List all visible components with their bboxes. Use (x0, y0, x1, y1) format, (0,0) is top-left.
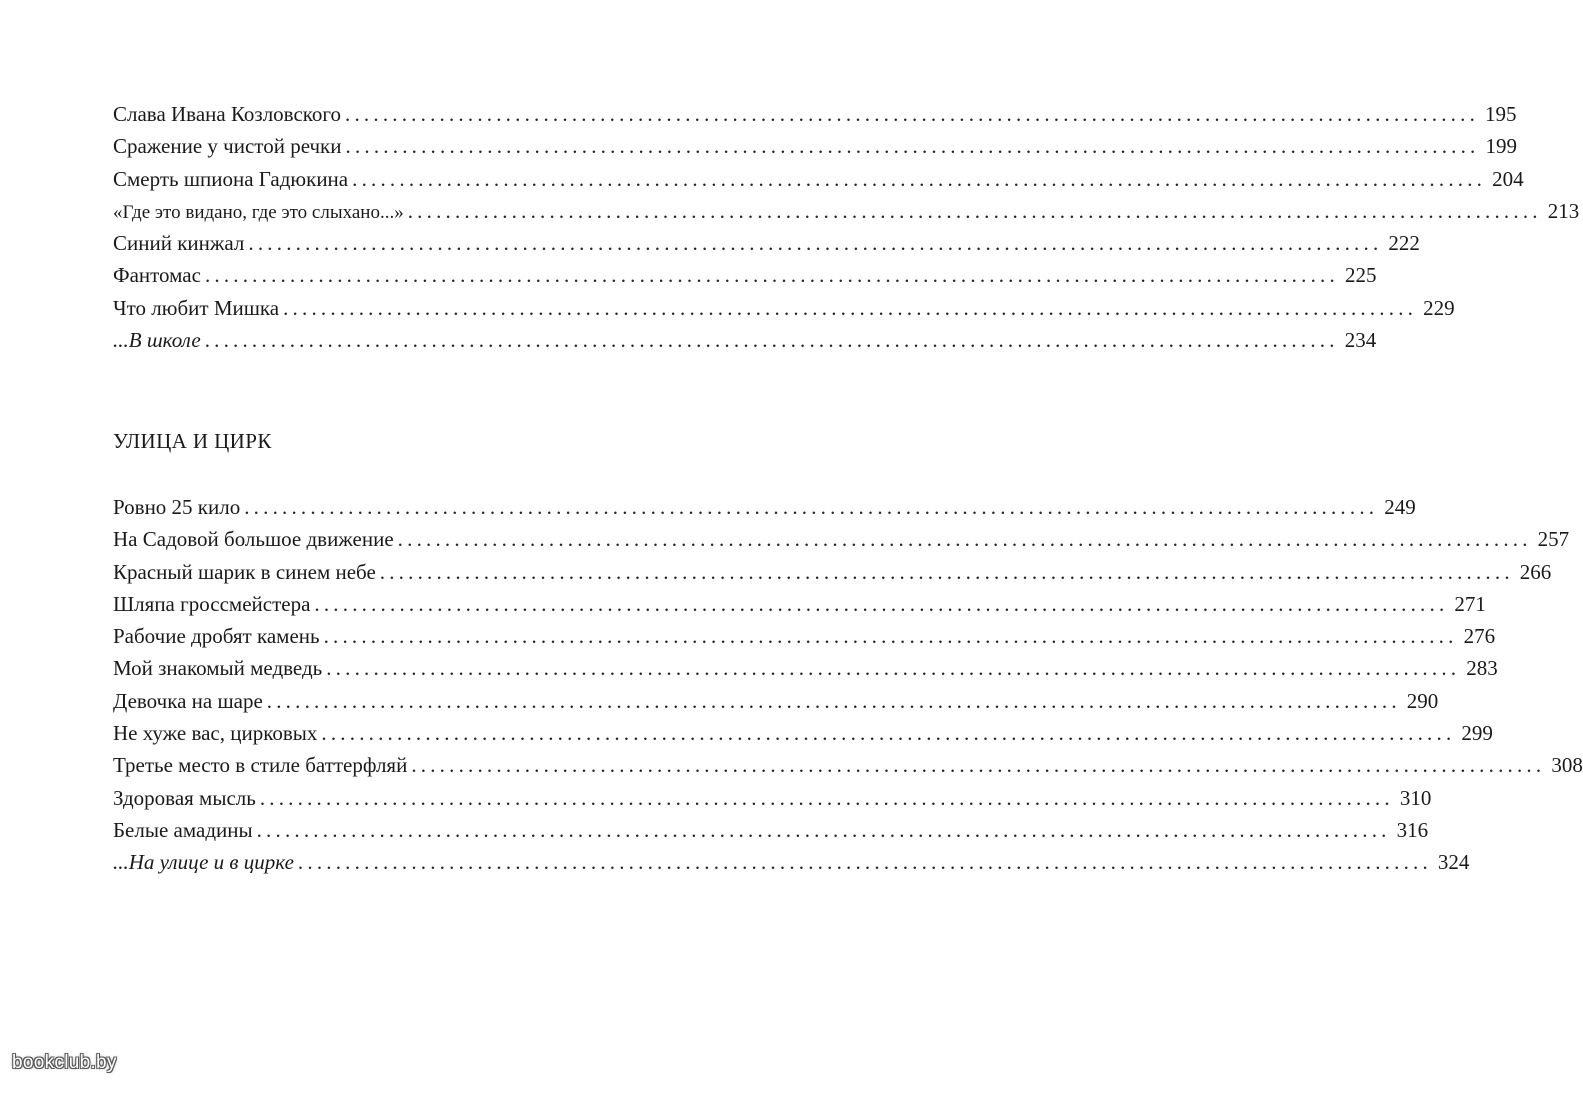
toc-entry-page: 229 (1423, 295, 1455, 320)
watermark-logo: bookclub.by (12, 1052, 117, 1073)
toc-entry-title: На Садовой большое движение (113, 527, 394, 552)
toc-entry (113, 846, 1470, 878)
toc-entry (113, 292, 1455, 324)
dot-leader: ........................................................................................................................ (204, 328, 1339, 353)
toc-entry-page: 213 (1547, 198, 1580, 223)
toc-entry-title: Белые амадины (113, 817, 253, 842)
toc-entry-title: Сражение у чистой речки (113, 134, 342, 159)
dot-leader: ........................................................................................................................ (259, 785, 1394, 810)
toc-entry (113, 588, 1486, 620)
toc-entry-page: 204 (1492, 166, 1524, 191)
toc-entry (113, 163, 1524, 195)
toc-entry-page: 324 (1437, 850, 1470, 875)
toc-entry-title: «Где это видано, где это слыхано...» (113, 201, 404, 223)
toc-entry (113, 652, 1498, 684)
toc-entry-title: Третье место в стиле баттерфляй (113, 753, 408, 778)
toc-entry-page: 222 (1388, 231, 1420, 256)
dot-leader: ........................................................................................................................ (397, 527, 1532, 552)
toc-entry-page: 271 (1454, 591, 1486, 616)
toc-entry-page: 257 (1537, 527, 1570, 552)
toc-section-street-circus (113, 491, 1583, 879)
toc-entry-title: Не хуже вас, цирковых (113, 721, 318, 746)
toc-entry (113, 259, 1377, 291)
toc-entry-page: 283 (1466, 656, 1498, 681)
toc-entry-title: ...В школе (113, 328, 201, 353)
toc-entry (113, 717, 1493, 749)
toc-entry (113, 749, 1583, 781)
toc-entry (113, 130, 1517, 162)
dot-leader: ........................................................................................................................ (323, 624, 1458, 649)
toc-entry (113, 556, 1552, 588)
toc-section-school (113, 98, 1580, 356)
toc-entry (113, 227, 1420, 259)
toc-entry (113, 195, 1580, 227)
toc-entry-title: Синий кинжал (113, 231, 245, 256)
toc-entry (113, 620, 1496, 652)
toc-entry-page: 316 (1396, 817, 1429, 842)
toc-entry (113, 814, 1429, 846)
toc-entry-title: Красный шарик в синем небе (113, 559, 376, 584)
dot-leader: ........................................................................................................................ (321, 721, 1456, 746)
dot-leader: ........................................................................................................................ (352, 166, 1487, 191)
dot-leader: ........................................................................................................................ (314, 591, 1449, 616)
toc-entry-title: Слава Ивана Козловского (113, 102, 342, 126)
toc-entry-page: 225 (1344, 263, 1377, 288)
dot-leader: ........................................................................................................................ (266, 688, 1401, 713)
toc-entry-title: Что любит Мишка (113, 295, 280, 320)
toc-entry (113, 491, 1416, 523)
dot-leader: ........................................................................................................................ (297, 850, 1432, 875)
toc-entry-title: Здоровая мысль (113, 785, 256, 810)
toc-entry-page: 299 (1461, 721, 1493, 746)
toc-entry-title: Девочка на шаре (113, 688, 263, 713)
dot-leader: ........................................................................................................................ (407, 198, 1542, 223)
toc-entry-page: 276 (1463, 624, 1496, 649)
toc-entry (113, 98, 1517, 130)
toc-entry (113, 523, 1570, 555)
dot-leader: ........................................................................................................................ (256, 817, 1391, 842)
toc-entry-page: 195 (1485, 102, 1517, 126)
toc-entry-title: Фантомас (113, 263, 201, 288)
toc-entry-title: Шляпа гроссмейстера (113, 591, 311, 616)
dot-leader: ........................................................................................................................ (379, 559, 1514, 584)
dot-leader: ........................................................................................................................ (244, 495, 1379, 519)
toc-entry-page: 290 (1406, 688, 1439, 713)
dot-leader: ........................................................................................................................ (326, 656, 1461, 681)
section-heading: УЛИЦА И ЦИРК (113, 429, 272, 453)
toc-entry (113, 782, 1432, 814)
dot-leader: ........................................................................................................................ (248, 231, 1383, 256)
toc-entry-page: 249 (1384, 495, 1416, 519)
toc-entry-title: Ровно 25 кило (113, 495, 241, 519)
toc-entry-page: 266 (1519, 559, 1552, 584)
toc-entry-page: 310 (1399, 785, 1432, 810)
dot-leader: ........................................................................................................................ (411, 753, 1546, 778)
dot-leader: ........................................................................................................................ (345, 102, 1480, 126)
dot-leader: ........................................................................................................................ (204, 263, 1339, 288)
toc-entry (113, 324, 1377, 356)
toc-entry-page: 199 (1485, 134, 1517, 159)
dot-leader: ........................................................................................................................ (345, 134, 1480, 159)
toc-entry-title: Смерть шпиона Гадюкина (113, 166, 349, 191)
toc-entry-title: Рабочие дробят камень (113, 624, 320, 649)
toc-entry (113, 685, 1439, 717)
toc-entry-title: Мой знакомый медведь (113, 656, 323, 681)
toc-entry-title: ...На улице и в цирке (113, 850, 294, 875)
toc-entry-page: 308 (1551, 753, 1583, 778)
toc-entry-page: 234 (1344, 328, 1377, 353)
dot-leader: ........................................................................................................................ (283, 295, 1418, 320)
